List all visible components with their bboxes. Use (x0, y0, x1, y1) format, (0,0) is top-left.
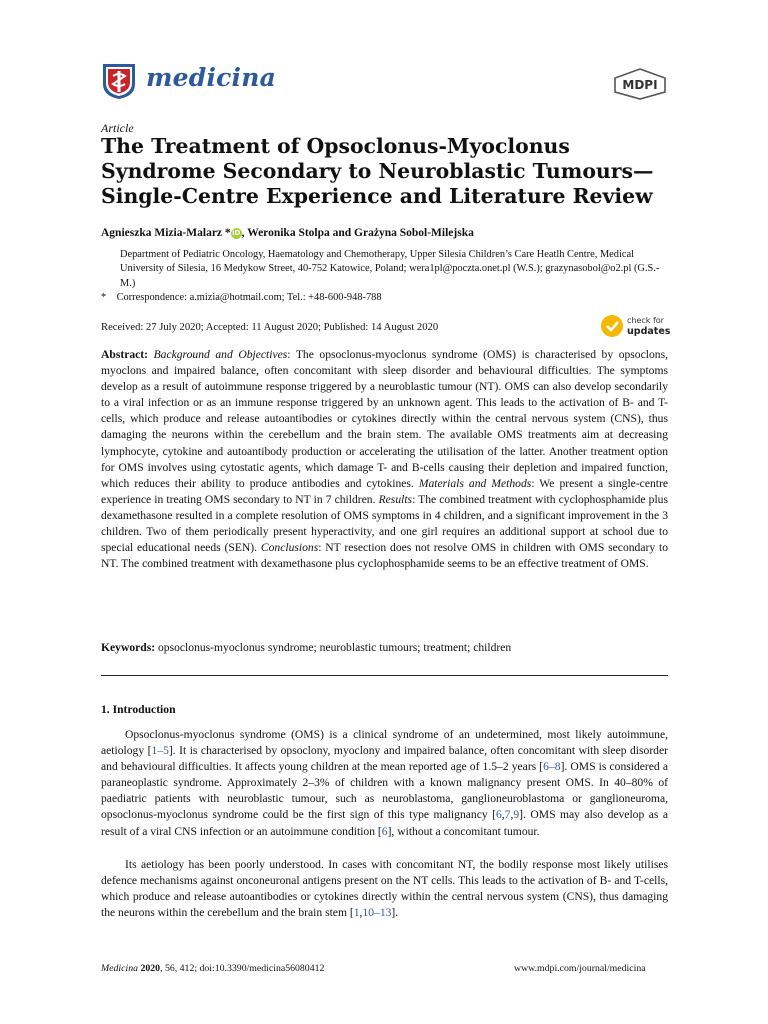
citation-link[interactable]: 1–5 (151, 744, 169, 758)
citation-link[interactable]: 9 (513, 808, 520, 822)
author-1[interactable]: Agnieszka Mizia-Malarz * (101, 227, 231, 239)
check-icon (601, 315, 623, 337)
orcid-icon[interactable]: iD (232, 229, 241, 237)
citation-link[interactable]: 7 (504, 808, 511, 822)
text-run: Its aetiology has been poorly understood. In cases with concomitant NT, the bodily response most likely utilises defence mechanisms against onconeuronal antigens present on the NT cells. This leads to the activation of B- and T-cells, which produce and release autoantibodies or cytokines directly within the central nervous system (CNS), thus damaging the neurons within the cerebellum and the brain stem [ (101, 858, 668, 920)
author-2-3[interactable]: , Weronika Stolpa and Grażyna Sobol-Milejska (241, 227, 474, 239)
abstract-background-text: : The opsoclonus-myoclonus syndrome (OMS) is characterised by opsoclons, myoclons and impaired balance, often concomitant with sleep disorder and behavioural difficulties. The symptoms develop as a result of autoimmune response triggered by a neuroblastic tumour (NT). OMS can also develop secondarily to a viral infection or as an immune response triggered by an unknown agent. This leads to the activation of B- and T-cells, which produce and release autoantibodies or cytokines directly within the central nervous system (CNS), thus damaging the neurons within the cerebellum and the brain stem. The available OMS treatments aim at decreasing lymphocyte, cytokine and autoantibody production or accelerating the utilisation of the latter. Another treatment option for OMS involves using cytostatic agents, which damage T- and B-cells causing their depletion and impaired function, which reduces their ability to produce antibodies and cytokines. (101, 348, 668, 490)
mdpi-logo (612, 68, 668, 100)
text-run: , (501, 808, 505, 822)
correspondence: * Correspondence: a.mizia@hotmail.com; Tel.: +48-600-948-788 (101, 292, 382, 303)
intro-paragraph-1 (101, 727, 668, 840)
publication-dates: Received: 27 July 2020; Accepted: 11 August 2020; Published: 14 August 2020 (101, 322, 439, 333)
article-title: The Treatment of Opsoclonus-Myoclonus Syndrome Secondary to Neuroblastic Tumours—Single-Centre Experience and Literature Review (101, 134, 654, 208)
section-divider (101, 675, 668, 676)
abstract-results-label: Results (378, 492, 413, 506)
text-run: , (359, 906, 363, 920)
citation-link[interactable]: 10–13 (362, 906, 392, 920)
citation-link[interactable]: 1 (353, 906, 360, 920)
publisher-name: MDPI (622, 78, 658, 92)
citation-link[interactable]: 6–8 (543, 760, 561, 774)
keywords (101, 641, 668, 654)
citation-link[interactable]: 6 (495, 808, 502, 822)
keywords-label: Keywords: (101, 641, 156, 654)
medicina-logo-icon (101, 62, 137, 100)
footer-journal: Medicina (101, 963, 138, 974)
abstract-background-label: Background and Objectives (153, 348, 288, 361)
article-type: Article (101, 121, 134, 135)
intro-paragraph-2 (101, 857, 668, 921)
text-run: ], without a concomitant tumour. (387, 824, 540, 838)
footer-doi[interactable]: , 56, 412; doi:10.3390/medicina56080412 (160, 963, 325, 974)
footer-citation (101, 963, 324, 974)
journal-name: medicina (146, 63, 277, 92)
text-run: Opsoclonus-myoclonus syndrome (OMS) is a clinical syndrome of an undetermined, most likely autoimmune, aetiology [ (101, 728, 668, 758)
text-run: ]. OMS may also develop as a result of a viral CNS infection or an autoimmune condition [ (101, 808, 669, 838)
keywords-text: opsoclonus-myoclonus syndrome; neuroblastic tumours; treatment; children (155, 641, 512, 654)
abstract-conclusions-label: Conclusions (260, 541, 319, 555)
abstract (101, 347, 668, 572)
footer-year: 2020 (138, 963, 161, 974)
text-run: ]. OMS is considered a paraneoplastic syndrome. Approximately 2–3% of children with a known malignancy present OMS. In 40–80% of paediatric patients with neuroblastic tumour, such as neuroblastoma, ganglioneuroblastoma or ganglioneuroma, opsoclonus-myoclonus syndrome could be the first sign of this type malignancy [ (101, 760, 668, 822)
abstract-methods-label: Materials and Methods (418, 476, 532, 490)
citation-link[interactable]: 6 (381, 824, 388, 838)
abstract-results-text: : The combined treatment with cyclophosphamide plus dexamethasone resulted in a complete resolution of OMS symptoms in 4 children, and a significant improvement in the 3 children. Two of them periodically present hyperactivity, and one girl requires an additional support at school due to special educational needs (SEN). (101, 492, 668, 555)
check-for-updates-badge[interactable] (600, 313, 670, 339)
abstract-methods-text: : We present a single-centre experience in treating OMS secondary to NT in 7 children. (101, 476, 668, 506)
updates-label: updates (627, 326, 670, 337)
check-for-label: check for (627, 316, 664, 325)
text-run: , (510, 808, 514, 822)
abstract-conclusions-text: : NT resection does not resolve OMS in children with OMS secondary to NT. The combined treatment with dexamethasone plus cyclophosphamide seems to be an effective treatment of OMS. (101, 541, 669, 571)
author-list (101, 227, 681, 239)
abstract-label: Abstract: (101, 348, 149, 361)
affiliation: Department of Pediatric Oncology, Haematology and Chemotherapy, Upper Silesia Children’s Care Heatlh Centre, Medical University of Silesia, 16 Medykow Street, 40-752 Katowice, Poland; wera1pl@poczta.onet.pl (W.S.); grazynasobol@o2.pl (G.S.-M.) (120, 249, 660, 289)
text-run: ]. It is characterised by opsoclony, myoclony and impaired balance, often concomitant with sleep disorder and behavioural difficulties. It affects young children at the mean reported age of 1.5–2 years [ (101, 744, 668, 774)
footer-url[interactable]: www.mdpi.com/journal/medicina (514, 963, 646, 974)
text-run: ]. (391, 906, 399, 920)
section-heading: 1. Introduction (101, 703, 176, 716)
